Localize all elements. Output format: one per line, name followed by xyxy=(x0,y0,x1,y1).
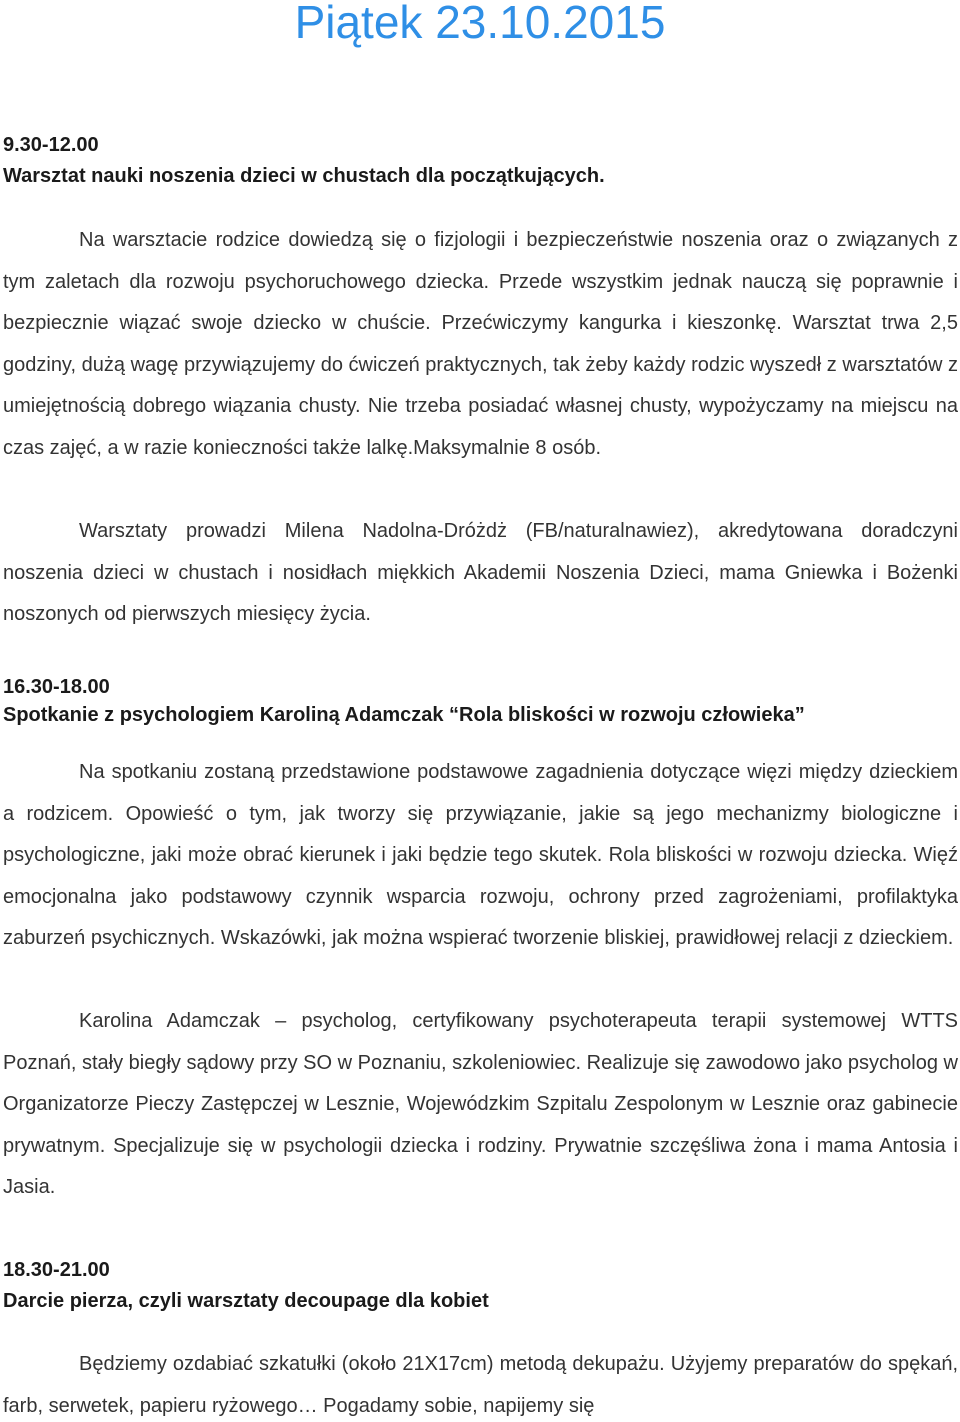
section-1-paragraph-1: Na warsztacie rodzice dowiedzą się o fizjologii i bezpieczeństwie noszenia oraz o związanych z tym zaletach dla rozwoju psychoruchowego dziecka. Przede wszystkim jednak nauczą się poprawnie i bezpiecznie wiązać swoje dziecko w chuście. Przećwiczymy kangurka i kieszonkę. Warsztat trwa 2,5 godziny, dużą wagę przywiązujemy do ćwiczeń praktycznych, tak żeby każdy rodzic wyszedł z warsztatów z umiejętnością dobrego wiązania chusty. Nie trzeba posiadać własnej chusty, wypożyczamy na miejscu na czas zajęć, a w razie konieczności także lalkę.Maksymalnie 8 osób. xyxy=(3,229,958,459)
section-2-paragraph-1: Na spotkaniu zostaną przedstawione podstawowe zagadnienia dotyczące więzi między dzieckiem a rodzicem. Opowieść o tym, jak tworzy się przywiązanie, jakie są jego mechanizmy biologiczne i psychologiczne, jaki może obrać kierunek i jaki będzie tego skutek. Rola bliskości w rozwoju dziecka. Więź emocjonalna jako podstawowy czynnik wsparcia rozwoju, ochrony przed zagrożeniami, profilaktyka zaburzeń psychicznych. Wskazówki, jak można wspierać tworzenie bliskiej, prawidłowej relacji z dzieckiem. xyxy=(3,761,958,949)
section-1-heading: Warsztat nauki noszenia dzieci w chustach dla początkujących. xyxy=(3,165,605,187)
section-3-time: 18.30-21.00 xyxy=(3,1259,110,1281)
section-2-time: 16.30-18.00 xyxy=(3,676,110,698)
section-2-paragraph-2: Karolina Adamczak – psycholog, certyfikowany psychoterapeuta terapii systemowej WTTS Poznań, stały biegły sądowy przy SO w Poznaniu, szkoleniowiec. Realizuje się zawodowo jako psycholog w Organizatorze Pieczy Zastępczej w Lesznie, Wojewódzkim Szpitalu Zespolonym w Lesznie oraz gabinecie prywatnym. Specjalizuje się w psychologii dziecka i rodziny. Prywatnie szczęśliwa żona i mama Antosia i Jasia. xyxy=(3,1010,958,1198)
section-1-time: 9.30-12.00 xyxy=(3,134,99,156)
section-3-heading: Darcie pierza, czyli warsztaty decoupage dla kobiet xyxy=(3,1290,489,1312)
section-3-paragraph-1: Będziemy ozdabiać szkatułki (około 21X17cm) metodą dekupażu. Użyjemy preparatów do spękań, farb, serwetek, papieru ryżowego… Pogadamy sobie, napijemy się xyxy=(3,1353,958,1417)
section-2-heading: Spotkanie z psychologiem Karoliną Adamczak “Rola bliskości w rozwoju człowieka” xyxy=(3,704,805,726)
page-title: Piątek 23.10.2015 xyxy=(294,0,666,48)
section-1-paragraph-2: Warsztaty prowadzi Milena Nadolna-Dróżdż (FB/naturalnawiez), akredytowana doradczyni noszenia dzieci w chustach i nosidłach miękkich Akademii Noszenia Dzieci, mama Gniewka i Bożenki noszonych od pierwszych miesięcy życia. xyxy=(3,520,958,625)
